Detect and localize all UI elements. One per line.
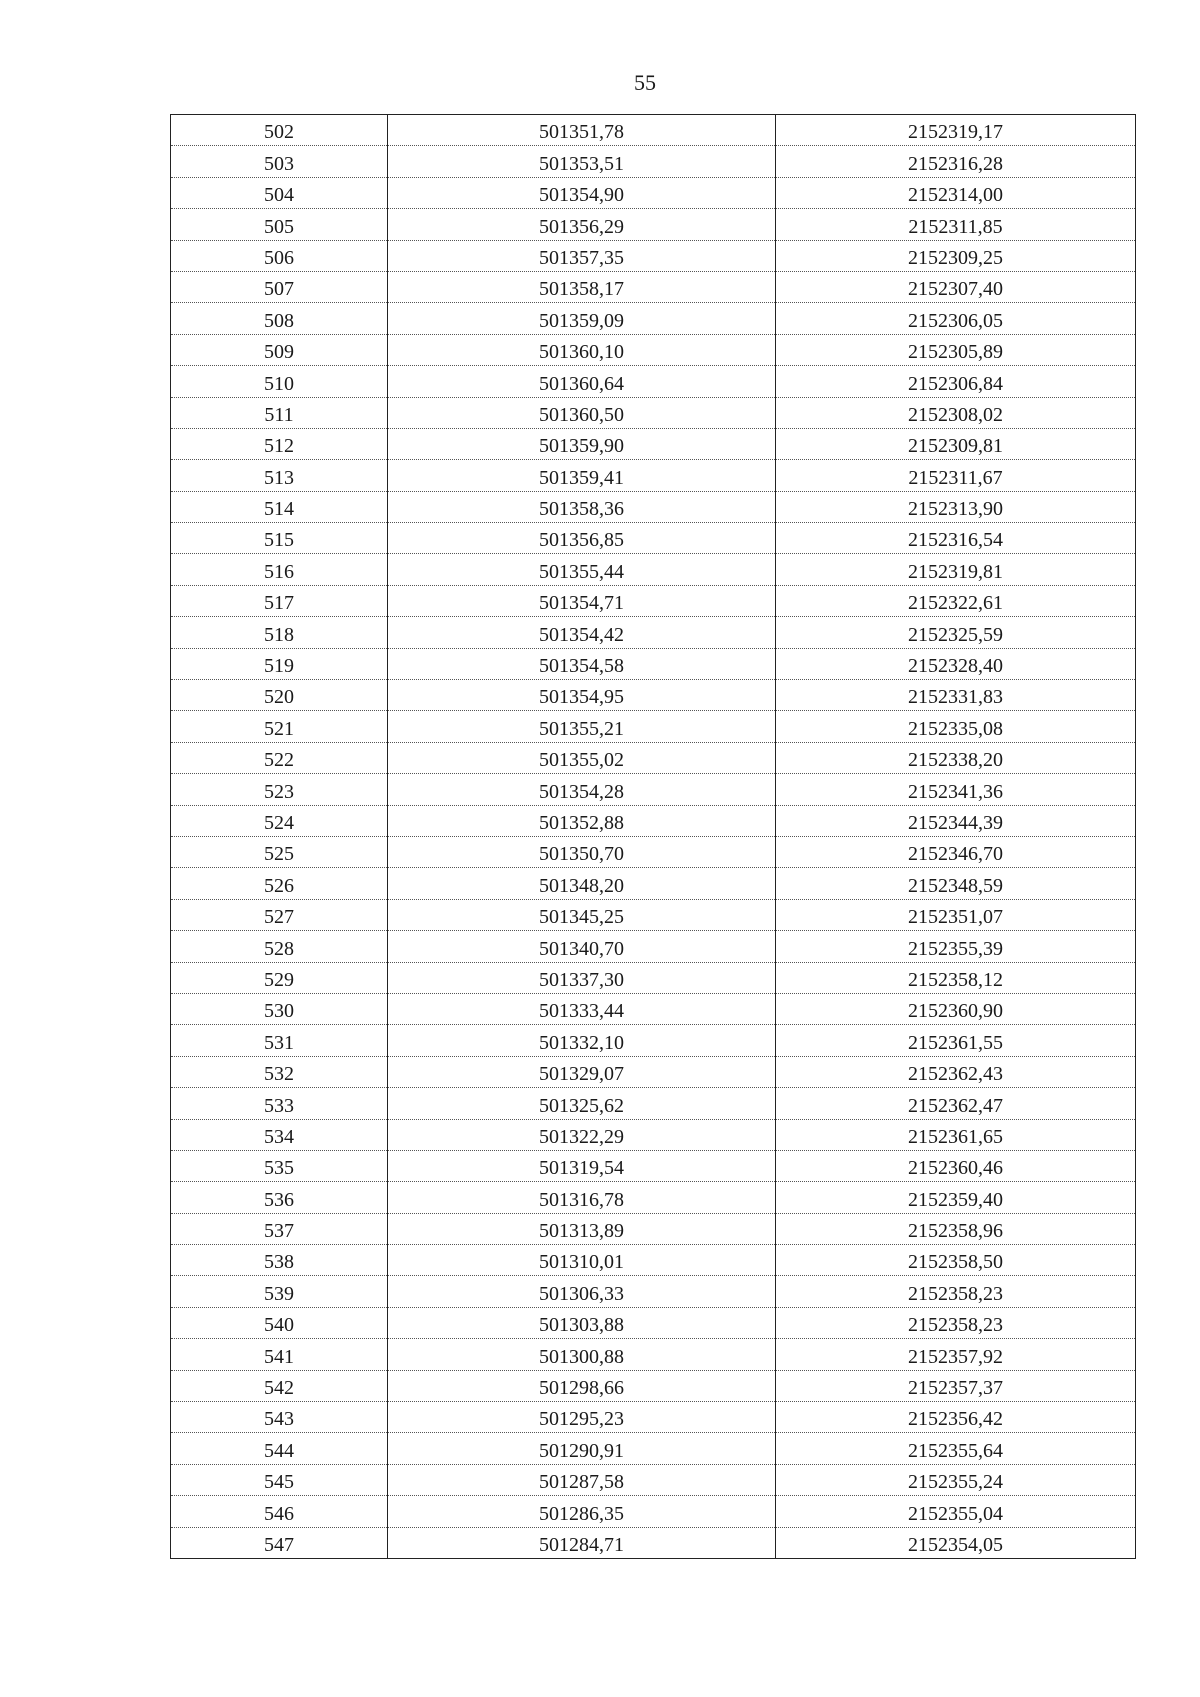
point-number-cell: 510 bbox=[171, 366, 388, 397]
point-number-cell: 533 bbox=[171, 1088, 388, 1119]
table-row bbox=[171, 1402, 1136, 1433]
point-number-cell: 509 bbox=[171, 334, 388, 365]
point-number-cell: 539 bbox=[171, 1276, 388, 1307]
x-coordinate-cell: 501319,54 bbox=[388, 1150, 776, 1181]
point-number-cell: 537 bbox=[171, 1213, 388, 1244]
table-row bbox=[171, 334, 1136, 365]
point-number-cell: 523 bbox=[171, 774, 388, 805]
y-coordinate-cell: 2152338,20 bbox=[776, 742, 1136, 773]
y-coordinate-cell: 2152351,07 bbox=[776, 899, 1136, 930]
point-number-cell: 503 bbox=[171, 146, 388, 177]
point-number-cell: 538 bbox=[171, 1245, 388, 1276]
point-number-cell: 530 bbox=[171, 993, 388, 1024]
y-coordinate-cell: 2152305,89 bbox=[776, 334, 1136, 365]
point-number-cell: 525 bbox=[171, 836, 388, 867]
point-number-cell: 531 bbox=[171, 1025, 388, 1056]
table-row bbox=[171, 240, 1136, 271]
y-coordinate-cell: 2152346,70 bbox=[776, 836, 1136, 867]
x-coordinate-cell: 501313,89 bbox=[388, 1213, 776, 1244]
table-row bbox=[171, 648, 1136, 679]
coordinates-table bbox=[170, 114, 1136, 1559]
y-coordinate-cell: 2152362,47 bbox=[776, 1088, 1136, 1119]
table-row bbox=[171, 460, 1136, 491]
y-coordinate-cell: 2152344,39 bbox=[776, 805, 1136, 836]
x-coordinate-cell: 501354,90 bbox=[388, 177, 776, 208]
y-coordinate-cell: 2152307,40 bbox=[776, 271, 1136, 302]
table-row bbox=[171, 1150, 1136, 1181]
y-coordinate-cell: 2152357,37 bbox=[776, 1370, 1136, 1401]
point-number-cell: 508 bbox=[171, 303, 388, 334]
x-coordinate-cell: 501354,71 bbox=[388, 585, 776, 616]
table-row bbox=[171, 962, 1136, 993]
x-coordinate-cell: 501303,88 bbox=[388, 1307, 776, 1338]
y-coordinate-cell: 2152355,24 bbox=[776, 1464, 1136, 1495]
point-number-cell: 547 bbox=[171, 1527, 388, 1558]
y-coordinate-cell: 2152354,05 bbox=[776, 1527, 1136, 1558]
y-coordinate-cell: 2152341,36 bbox=[776, 774, 1136, 805]
y-coordinate-cell: 2152316,28 bbox=[776, 146, 1136, 177]
point-number-cell: 532 bbox=[171, 1056, 388, 1087]
table-row bbox=[171, 585, 1136, 616]
table-row bbox=[171, 1245, 1136, 1276]
table-row bbox=[171, 1339, 1136, 1370]
point-number-cell: 513 bbox=[171, 460, 388, 491]
y-coordinate-cell: 2152309,81 bbox=[776, 428, 1136, 459]
point-number-cell: 528 bbox=[171, 931, 388, 962]
y-coordinate-cell: 2152362,43 bbox=[776, 1056, 1136, 1087]
x-coordinate-cell: 501300,88 bbox=[388, 1339, 776, 1370]
x-coordinate-cell: 501352,88 bbox=[388, 805, 776, 836]
x-coordinate-cell: 501287,58 bbox=[388, 1464, 776, 1495]
x-coordinate-cell: 501358,17 bbox=[388, 271, 776, 302]
table-row bbox=[171, 868, 1136, 899]
page-number: 55 bbox=[634, 70, 656, 95]
point-number-cell: 545 bbox=[171, 1464, 388, 1495]
table-row bbox=[171, 303, 1136, 334]
x-coordinate-cell: 501354,58 bbox=[388, 648, 776, 679]
y-coordinate-cell: 2152325,59 bbox=[776, 617, 1136, 648]
point-number-cell: 529 bbox=[171, 962, 388, 993]
table-row bbox=[171, 428, 1136, 459]
table-row bbox=[171, 680, 1136, 711]
x-coordinate-cell: 501354,28 bbox=[388, 774, 776, 805]
point-number-cell: 522 bbox=[171, 742, 388, 773]
point-number-cell: 527 bbox=[171, 899, 388, 930]
table-row bbox=[171, 1276, 1136, 1307]
x-coordinate-cell: 501360,50 bbox=[388, 397, 776, 428]
point-number-cell: 540 bbox=[171, 1307, 388, 1338]
table-row bbox=[171, 899, 1136, 930]
y-coordinate-cell: 2152358,96 bbox=[776, 1213, 1136, 1244]
table-row bbox=[171, 1370, 1136, 1401]
x-coordinate-cell: 501359,09 bbox=[388, 303, 776, 334]
x-coordinate-cell: 501355,02 bbox=[388, 742, 776, 773]
table-row bbox=[171, 1025, 1136, 1056]
y-coordinate-cell: 2152360,46 bbox=[776, 1150, 1136, 1181]
x-coordinate-cell: 501316,78 bbox=[388, 1182, 776, 1213]
x-coordinate-cell: 501340,70 bbox=[388, 931, 776, 962]
x-coordinate-cell: 501295,23 bbox=[388, 1402, 776, 1433]
y-coordinate-cell: 2152316,54 bbox=[776, 523, 1136, 554]
table-row bbox=[171, 146, 1136, 177]
x-coordinate-cell: 501355,21 bbox=[388, 711, 776, 742]
y-coordinate-cell: 2152319,81 bbox=[776, 554, 1136, 585]
table-row bbox=[171, 805, 1136, 836]
point-number-cell: 505 bbox=[171, 209, 388, 240]
table-row bbox=[171, 836, 1136, 867]
y-coordinate-cell: 2152311,67 bbox=[776, 460, 1136, 491]
point-number-cell: 502 bbox=[171, 115, 388, 146]
y-coordinate-cell: 2152358,50 bbox=[776, 1245, 1136, 1276]
y-coordinate-cell: 2152361,55 bbox=[776, 1025, 1136, 1056]
point-number-cell: 526 bbox=[171, 868, 388, 899]
point-number-cell: 544 bbox=[171, 1433, 388, 1464]
point-number-cell: 519 bbox=[171, 648, 388, 679]
y-coordinate-cell: 2152355,64 bbox=[776, 1433, 1136, 1464]
y-coordinate-cell: 2152335,08 bbox=[776, 711, 1136, 742]
x-coordinate-cell: 501353,51 bbox=[388, 146, 776, 177]
x-coordinate-cell: 501306,33 bbox=[388, 1276, 776, 1307]
point-number-cell: 507 bbox=[171, 271, 388, 302]
x-coordinate-cell: 501357,35 bbox=[388, 240, 776, 271]
y-coordinate-cell: 2152311,85 bbox=[776, 209, 1136, 240]
y-coordinate-cell: 2152358,12 bbox=[776, 962, 1136, 993]
point-number-cell: 541 bbox=[171, 1339, 388, 1370]
y-coordinate-cell: 2152328,40 bbox=[776, 648, 1136, 679]
table-row bbox=[171, 742, 1136, 773]
x-coordinate-cell: 501351,78 bbox=[388, 115, 776, 146]
y-coordinate-cell: 2152308,02 bbox=[776, 397, 1136, 428]
y-coordinate-cell: 2152319,17 bbox=[776, 115, 1136, 146]
point-number-cell: 506 bbox=[171, 240, 388, 271]
x-coordinate-cell: 501355,44 bbox=[388, 554, 776, 585]
y-coordinate-cell: 2152358,23 bbox=[776, 1276, 1136, 1307]
x-coordinate-cell: 501286,35 bbox=[388, 1496, 776, 1527]
x-coordinate-cell: 501290,91 bbox=[388, 1433, 776, 1464]
table-row bbox=[171, 209, 1136, 240]
table-row bbox=[171, 931, 1136, 962]
table-row bbox=[171, 366, 1136, 397]
y-coordinate-cell: 2152322,61 bbox=[776, 585, 1136, 616]
x-coordinate-cell: 501360,64 bbox=[388, 366, 776, 397]
point-number-cell: 542 bbox=[171, 1370, 388, 1401]
y-coordinate-cell: 2152306,84 bbox=[776, 366, 1136, 397]
point-number-cell: 514 bbox=[171, 491, 388, 522]
point-number-cell: 504 bbox=[171, 177, 388, 208]
y-coordinate-cell: 2152357,92 bbox=[776, 1339, 1136, 1370]
y-coordinate-cell: 2152356,42 bbox=[776, 1402, 1136, 1433]
x-coordinate-cell: 501298,66 bbox=[388, 1370, 776, 1401]
x-coordinate-cell: 501348,20 bbox=[388, 868, 776, 899]
point-number-cell: 521 bbox=[171, 711, 388, 742]
table-row bbox=[171, 491, 1136, 522]
y-coordinate-cell: 2152313,90 bbox=[776, 491, 1136, 522]
x-coordinate-cell: 501354,95 bbox=[388, 680, 776, 711]
y-coordinate-cell: 2152309,25 bbox=[776, 240, 1136, 271]
x-coordinate-cell: 501358,36 bbox=[388, 491, 776, 522]
point-number-cell: 535 bbox=[171, 1150, 388, 1181]
x-coordinate-cell: 501356,85 bbox=[388, 523, 776, 554]
x-coordinate-cell: 501329,07 bbox=[388, 1056, 776, 1087]
table-row bbox=[171, 1213, 1136, 1244]
table-row bbox=[171, 1119, 1136, 1150]
x-coordinate-cell: 501359,90 bbox=[388, 428, 776, 459]
y-coordinate-cell: 2152360,90 bbox=[776, 993, 1136, 1024]
table-row bbox=[171, 711, 1136, 742]
table-row bbox=[171, 1088, 1136, 1119]
y-coordinate-cell: 2152331,83 bbox=[776, 680, 1136, 711]
point-number-cell: 518 bbox=[171, 617, 388, 648]
y-coordinate-cell: 2152355,04 bbox=[776, 1496, 1136, 1527]
y-coordinate-cell: 2152314,00 bbox=[776, 177, 1136, 208]
point-number-cell: 543 bbox=[171, 1402, 388, 1433]
table-row bbox=[171, 115, 1136, 146]
x-coordinate-cell: 501322,29 bbox=[388, 1119, 776, 1150]
point-number-cell: 516 bbox=[171, 554, 388, 585]
point-number-cell: 546 bbox=[171, 1496, 388, 1527]
x-coordinate-cell: 501333,44 bbox=[388, 993, 776, 1024]
table-row bbox=[171, 1527, 1136, 1558]
x-coordinate-cell: 501284,71 bbox=[388, 1527, 776, 1558]
point-number-cell: 524 bbox=[171, 805, 388, 836]
table-row bbox=[171, 554, 1136, 585]
point-number-cell: 536 bbox=[171, 1182, 388, 1213]
x-coordinate-cell: 501337,30 bbox=[388, 962, 776, 993]
y-coordinate-cell: 2152358,23 bbox=[776, 1307, 1136, 1338]
x-coordinate-cell: 501345,25 bbox=[388, 899, 776, 930]
table-row bbox=[171, 1182, 1136, 1213]
x-coordinate-cell: 501360,10 bbox=[388, 334, 776, 365]
table-row bbox=[171, 774, 1136, 805]
table-row bbox=[171, 177, 1136, 208]
x-coordinate-cell: 501354,42 bbox=[388, 617, 776, 648]
table-row bbox=[171, 1056, 1136, 1087]
table-row bbox=[171, 1307, 1136, 1338]
table-row bbox=[171, 617, 1136, 648]
point-number-cell: 517 bbox=[171, 585, 388, 616]
x-coordinate-cell: 501359,41 bbox=[388, 460, 776, 491]
y-coordinate-cell: 2152361,65 bbox=[776, 1119, 1136, 1150]
point-number-cell: 512 bbox=[171, 428, 388, 459]
point-number-cell: 515 bbox=[171, 523, 388, 554]
table-row bbox=[171, 1464, 1136, 1495]
x-coordinate-cell: 501310,01 bbox=[388, 1245, 776, 1276]
y-coordinate-cell: 2152306,05 bbox=[776, 303, 1136, 334]
table-row bbox=[171, 1433, 1136, 1464]
y-coordinate-cell: 2152348,59 bbox=[776, 868, 1136, 899]
point-number-cell: 534 bbox=[171, 1119, 388, 1150]
table-row bbox=[171, 523, 1136, 554]
table-row bbox=[171, 397, 1136, 428]
y-coordinate-cell: 2152355,39 bbox=[776, 931, 1136, 962]
table-row bbox=[171, 271, 1136, 302]
x-coordinate-cell: 501325,62 bbox=[388, 1088, 776, 1119]
table-row bbox=[171, 1496, 1136, 1527]
x-coordinate-cell: 501356,29 bbox=[388, 209, 776, 240]
point-number-cell: 511 bbox=[171, 397, 388, 428]
point-number-cell: 520 bbox=[171, 680, 388, 711]
coordinates-table-body bbox=[171, 115, 1136, 1559]
table-row bbox=[171, 993, 1136, 1024]
x-coordinate-cell: 501350,70 bbox=[388, 836, 776, 867]
x-coordinate-cell: 501332,10 bbox=[388, 1025, 776, 1056]
y-coordinate-cell: 2152359,40 bbox=[776, 1182, 1136, 1213]
